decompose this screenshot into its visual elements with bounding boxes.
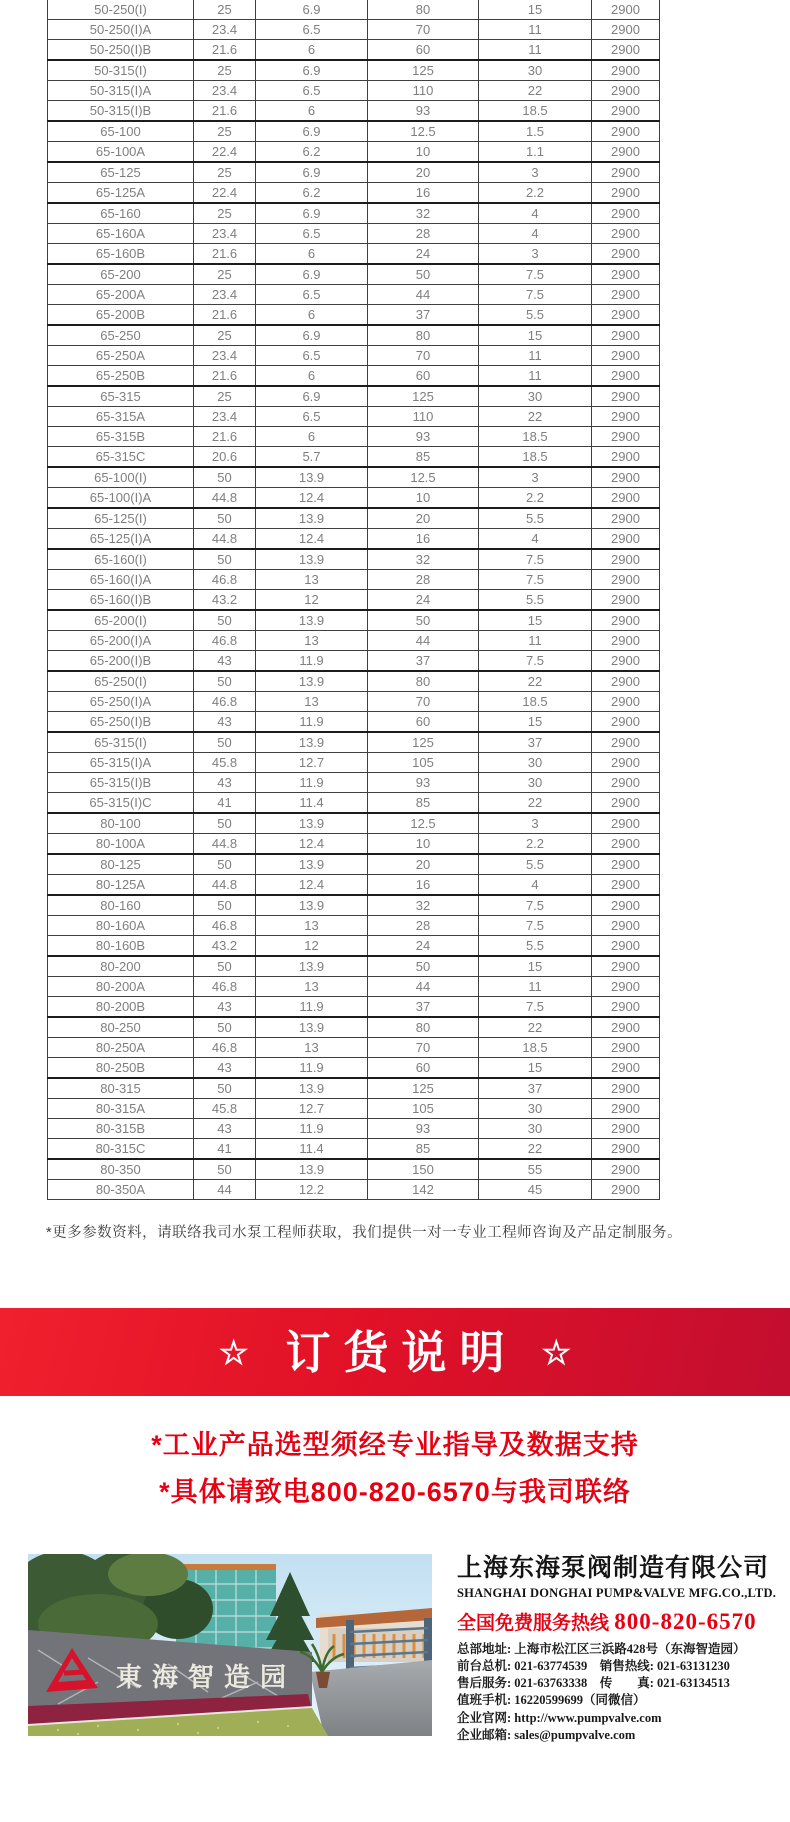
- table-row: 65-100(I)A 44.8 12.4 10 2.2 2900: [48, 488, 660, 509]
- website-line[interactable]: 企业官网: http://www.pumpvalve.com: [457, 1710, 662, 1725]
- service-hotline: [457, 1608, 790, 1635]
- duty-phone-line: 值班手机: 16220599699（同微信）: [457, 1693, 646, 1708]
- star-icon-right: ☆: [541, 1333, 572, 1371]
- table-row: 80-160 50 13.9 32 7.5 2900: [48, 895, 660, 916]
- email-line[interactable]: 企业邮箱: sales@pumpvalve.com: [457, 1727, 636, 1742]
- table-row: 65-125A 22.4 6.2 16 2.2 2900: [48, 183, 660, 204]
- table-row: 65-100A 22.4 6.2 10 1.1 2900: [48, 142, 660, 163]
- company-section: [0, 1554, 790, 1742]
- table-row: 65-250 25 6.9 80 15 2900: [48, 325, 660, 346]
- table-row: 65-100(I) 50 13.9 12.5 3 2900: [48, 467, 660, 488]
- table-row: 65-100 25 6.9 12.5 1.5 2900: [48, 121, 660, 142]
- table-row: 65-250(I) 50 13.9 80 22 2900: [48, 671, 660, 692]
- table-row: 80-315 50 13.9 125 37 2900: [48, 1078, 660, 1099]
- table-row: 65-315(I)C 41 11.4 85 22 2900: [48, 793, 660, 814]
- table-row: 80-250A 46.8 13 70 18.5 2900: [48, 1038, 660, 1058]
- table-row: 65-315C 20.6 5.7 85 18.5 2900: [48, 447, 660, 468]
- table-row: 65-160A 23.4 6.5 28 4 2900: [48, 224, 660, 244]
- table-row: 80-350A 44 12.2 142 45 2900: [48, 1180, 660, 1200]
- table-row: 80-315B 43 11.9 93 30 2900: [48, 1119, 660, 1139]
- table-row: 65-200(I) 50 13.9 50 15 2900: [48, 610, 660, 631]
- table-row: 80-100A 44.8 12.4 10 2.2 2900: [48, 834, 660, 855]
- order-banner: [0, 1308, 790, 1396]
- notice-line-2: *具体请致电800-820-6570与我司联络: [159, 1476, 631, 1507]
- table-row: 65-315(I)A 45.8 12.7 105 30 2900: [48, 753, 660, 773]
- table-row: 65-200 25 6.9 50 7.5 2900: [48, 264, 660, 285]
- sign-text: 東海智造园: [116, 1663, 297, 1692]
- table-row: 65-200A 23.4 6.5 44 7.5 2900: [48, 285, 660, 305]
- hotline-number: 800-820-6570: [614, 1608, 757, 1634]
- table-row: 65-160 25 6.9 32 4 2900: [48, 203, 660, 224]
- table-row: 80-125A 44.8 12.4 16 4 2900: [48, 875, 660, 896]
- hotline-label: 全国免费服务热线: [457, 1612, 610, 1634]
- table-row: 80-315C 41 11.4 85 22 2900: [48, 1139, 660, 1160]
- table-row: 80-125 50 13.9 20 5.5 2900: [48, 854, 660, 875]
- notice-block: [0, 1431, 790, 1524]
- aftersales-fax-line: 售后服务: 021-63763338 传 真: 021-63134513: [457, 1676, 730, 1691]
- table-row: 65-160(I)A 46.8 13 28 7.5 2900: [48, 570, 660, 590]
- table-row: 65-315B 21.6 6 93 18.5 2900: [48, 427, 660, 447]
- pump-spec-table: [47, 0, 660, 1200]
- table-row: 65-250(I)B 43 11.9 60 15 2900: [48, 712, 660, 733]
- table-row: 65-250(I)A 46.8 13 70 18.5 2900: [48, 692, 660, 712]
- table-row: 65-315A 23.4 6.5 110 22 2900: [48, 407, 660, 427]
- contact-lines: [457, 1641, 790, 1744]
- table-row: 50-315(I)B 21.6 6 93 18.5 2900: [48, 101, 660, 122]
- footnote: *更多参数资料，请联络我司水泵工程师获取，我们提供一对一专业工程师咨询及产品定制服务。: [46, 1225, 683, 1241]
- table-row: 80-100 50 13.9 12.5 3 2900: [48, 813, 660, 834]
- table-row: 80-350 50 13.9 150 55 2900: [48, 1159, 660, 1180]
- table-row: 80-315A 45.8 12.7 105 30 2900: [48, 1099, 660, 1119]
- table-row: 65-160B 21.6 6 24 3 2900: [48, 244, 660, 265]
- table-row: 65-315(I) 50 13.9 125 37 2900: [48, 732, 660, 753]
- company-name-cn: 上海东海泵阀制造有限公司: [457, 1554, 770, 1582]
- notice-line-1: *工业产品选型须经专业指导及数据支持: [151, 1430, 639, 1460]
- table-row: 65-200B 21.6 6 37 5.5 2900: [48, 305, 660, 326]
- banner-title: 订货说明: [285, 1326, 518, 1378]
- table-row: 65-250A 23.4 6.5 70 11 2900: [48, 346, 660, 366]
- company-info: [457, 1554, 790, 1744]
- table-row: 80-160B 43.2 12 24 5.5 2900: [48, 936, 660, 957]
- table-row: 65-160(I)B 43.2 12 24 5.5 2900: [48, 590, 660, 611]
- table-row: 80-200 50 13.9 50 15 2900: [48, 956, 660, 977]
- address-line: 总部地址: 上海市松江区三浜路428号（东海智造园）: [457, 1641, 746, 1656]
- table-row: 50-315(I)A 23.4 6.5 110 22 2900: [48, 81, 660, 101]
- table-row: 65-125 25 6.9 20 3 2900: [48, 162, 660, 183]
- table-row: 50-250(I)B 21.6 6 60 11 2900: [48, 40, 660, 61]
- table-row: 80-250B 43 11.9 60 15 2900: [48, 1058, 660, 1079]
- table-row: 65-200(I)B 43 11.9 37 7.5 2900: [48, 651, 660, 672]
- table-row: 65-250B 21.6 6 60 11 2900: [48, 366, 660, 387]
- company-name-en: SHANGHAI DONGHAI PUMP&VALVE MFG.CO.,LTD.: [457, 1585, 777, 1600]
- switchboard-line: 前台总机: 021-63774539 销售热线: 021-63131230: [457, 1658, 730, 1673]
- table-row: 65-160(I) 50 13.9 32 7.5 2900: [48, 549, 660, 570]
- table-row: 50-250(I) 25 6.9 80 15 2900: [48, 0, 660, 20]
- factory-photo: [28, 1554, 432, 1736]
- spec-table-body: [48, 0, 660, 1200]
- table-row: 65-200(I)A 46.8 13 44 11 2900: [48, 631, 660, 651]
- star-icon-left: ☆: [218, 1333, 249, 1371]
- table-row: 80-200B 43 11.9 37 7.5 2900: [48, 997, 660, 1018]
- table-row: 65-125(I) 50 13.9 20 5.5 2900: [48, 508, 660, 529]
- table-row: 80-160A 46.8 13 28 7.5 2900: [48, 916, 660, 936]
- table-row: 65-125(I)A 44.8 12.4 16 4 2900: [48, 529, 660, 550]
- table-row: 65-315 25 6.9 125 30 2900: [48, 386, 660, 407]
- table-row: 65-315(I)B 43 11.9 93 30 2900: [48, 773, 660, 793]
- table-row: 80-250 50 13.9 80 22 2900: [48, 1017, 660, 1038]
- table-row: 50-315(I) 25 6.9 125 30 2900: [48, 60, 660, 81]
- table-row: 80-200A 46.8 13 44 11 2900: [48, 977, 660, 997]
- table-row: 50-250(I)A 23.4 6.5 70 11 2900: [48, 20, 660, 40]
